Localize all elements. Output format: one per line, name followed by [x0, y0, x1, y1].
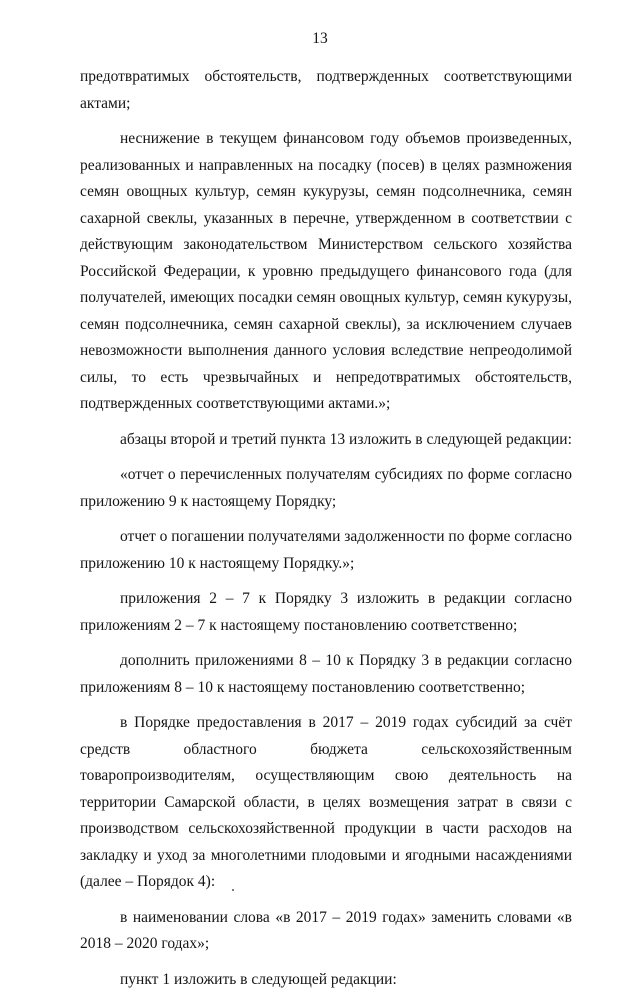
document-body	[80, 64, 572, 1002]
paragraph-appendices-8-10: дополнить приложениями 8 – 10 к Порядку 3 в редакции согласно приложениям 8 – 10 к настоящему постановлению соответственно;	[80, 652, 572, 696]
paragraph-clause-13-amendment: абзацы второй и третий пункта 13 изложить в следующей редакции:	[120, 430, 572, 448]
page-number: 13	[312, 30, 328, 47]
scan-speck	[232, 889, 234, 891]
paragraph-seed-volume-condition: неснижение в текущем финансовом году объемов произведенных, реализованных и направленных на посадку (посев) в целях размножения семян овощных культур, семян кукурузы, семян подсолнечника, семян сахарной свеклы, указанных в перечне, утвержденном в соответствии с действующим законодательством Министерством сельского хозяйства Российской Федерации, к уровню предыдущего финансового года (для получателей, имеющих посадки семян овощных культур, семян кукурузы, семян подсолнечника, семян сахарной свеклы), за исключением случаев невозможности выполнения данного условия вследствие непреодолимой силы, то есть чрезвычайных и непредотвратимых обстоятельств, подтвержденных соответствующими актами.»;	[80, 130, 572, 412]
paragraph-procedure-4: в Порядке предоставления в 2017 – 2019 годах субсидий за счёт средств областного бюджета сельскохозяйственным товаропроизводителям, осуществляющим свою деятельность на территории Самарской области, в целях возмещения затрат в связи с производством сельскохозяйственной продукции в части расходов на закладку и уход за многолетними плодовыми и ягодными насаждениями (далее – Порядок 4):	[80, 714, 572, 890]
paragraph-report-subsidies: «отчет о перечисленных получателям субсидиях по форме согласно приложению 9 к настоящему Порядку;	[80, 466, 572, 510]
paragraph-continuation: предотвратимых обстоятельств, подтвержденных соответствующими актами;	[80, 68, 572, 112]
paragraph-title-replacement: в наименовании слова «в 2017 – 2019 годах» заменить словами «в 2018 – 2020 годах»;	[80, 908, 572, 952]
paragraph-appendices-2-7: приложения 2 – 7 к Порядку 3 изложить в редакции согласно приложениям 2 – 7 к настоящему постановлению соответственно;	[80, 590, 572, 634]
paragraph-clause-1-amendment: пункт 1 изложить в следующей редакции:	[120, 970, 397, 988]
paragraph-report-debt: отчет о погашении получателями задолженности по форме согласно приложению 10 к настоящему Порядку.»;	[80, 528, 572, 572]
